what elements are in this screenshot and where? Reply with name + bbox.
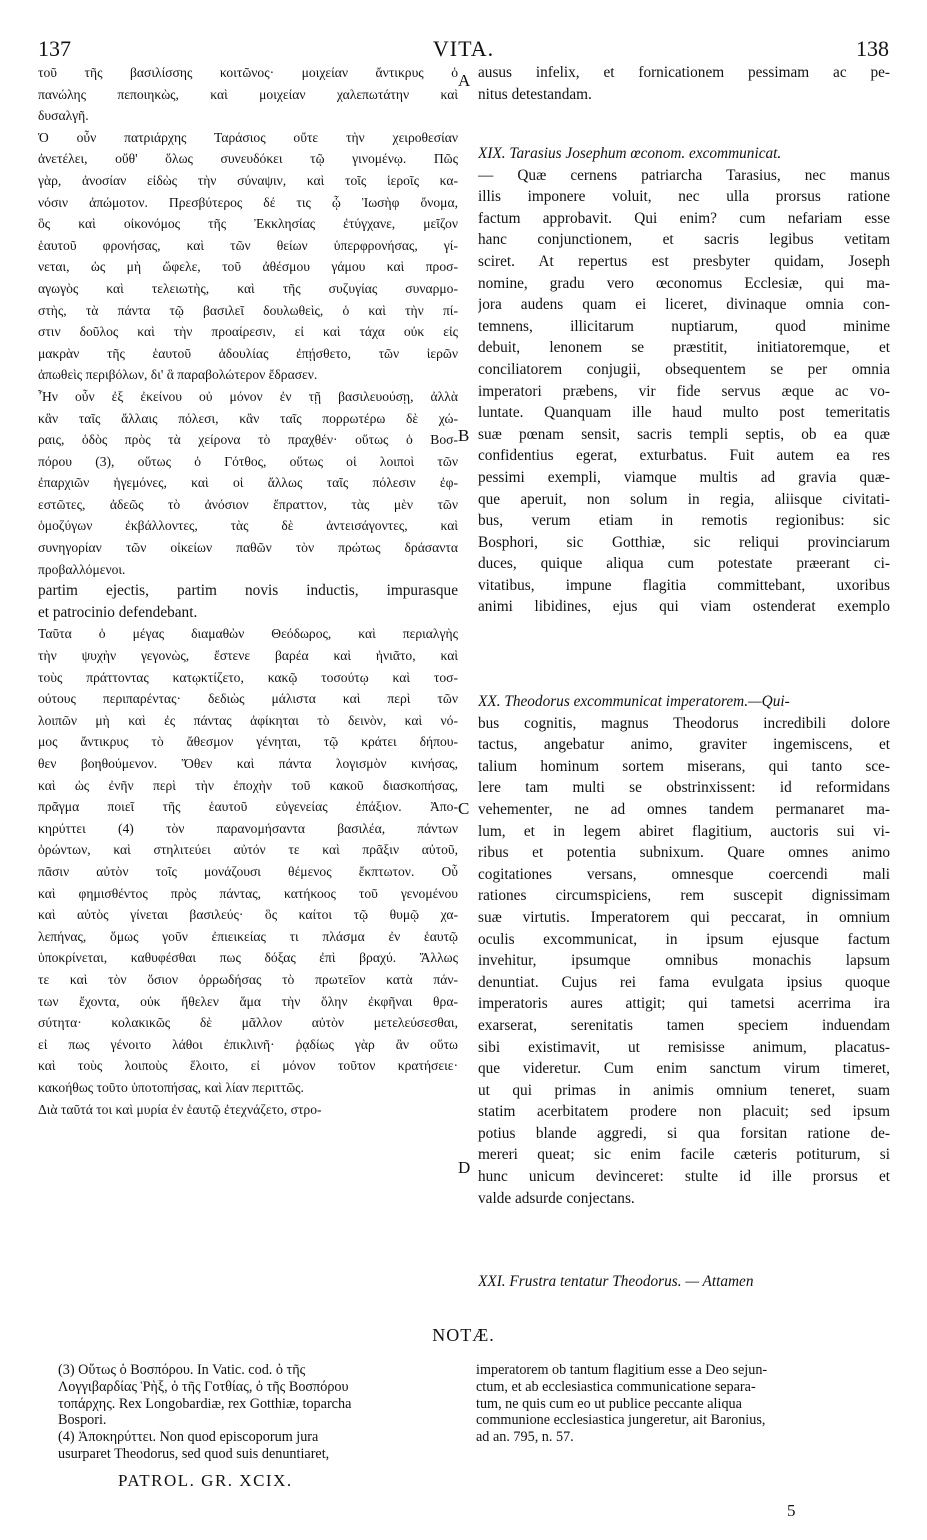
- greek-text-line: πόρου (3), οὕτως ὁ Γότθος, οὕτως οἱ λοιποὶ τῶν: [38, 453, 458, 469]
- latin-text-line: que aperuit, non solum in regia, aliisque civitati-: [478, 490, 890, 508]
- greek-text-line: στὴς, τὰ πάντα τῷ βασιλεῖ δουλωθεὶς, ὁ καὶ τὴν πί-: [38, 302, 458, 318]
- greek-text-line: ούτους περιπαρέντας· δεδιὼς μάλιστα καὶ περὶ τῶν: [38, 691, 458, 707]
- latin-text-line: hunc unicum devinceret: stulte id ille prorsus et: [478, 1168, 890, 1186]
- note-line: (4) Ἀποκηρύττει. Non quod episcoporum jura: [58, 1429, 319, 1446]
- greek-text-line: νεται, ὡς μὴ ὤφελε, τοῦ ἀθέσμου γάμου καὶ προσ-: [38, 259, 458, 275]
- greek-text-line: ἀνετέλει, οὔθ' ὅλως συνευδόκει τῷ γινομένῳ. Πῶς: [38, 151, 458, 167]
- page-number-right: 138: [856, 36, 889, 61]
- latin-section-xx: [478, 691, 890, 1209]
- greek-text-line: καὶ τοὺς λοιποὺς ἕλοιτο, εἰ μόνον τοῦτον κρατήσειε·: [38, 1058, 458, 1074]
- latin-text-line: — Quæ cernens patriarcha Tarasius, nec manus: [478, 166, 890, 184]
- greek-text-line: λοιπῶν μὴ καὶ ἐς πάντας ἀφίκηται τὸ δεινὸν, καὶ νό-: [38, 712, 458, 728]
- greek-text-line: καὶ αὐτὸς γίνεται βασιλεύς· ὃς καίτοι τῷ θυμῷ χα-: [38, 907, 458, 923]
- greek-text-line: ἀπωθεὶς περιβόλων, δι' ἃ παραβολώτερον ἔδρασεν.: [38, 367, 318, 383]
- latin-text-line: imperatoris aures attigit; qui tametsi acerrima ira: [478, 995, 890, 1013]
- latin-text-line: suæ virtutis. Imperatorem qui peccarat, in omnium: [478, 908, 890, 926]
- greek-text-line: λεπήνας, ὅμως γοῦν ἐπιεικείας τι πλάσμα ἐν ἑαυτῷ: [38, 928, 458, 944]
- greek-text-line: εἰ πως γένοιτο λάθοι ἐπικλινῆ· ῥᾳδίως γὰρ ἂν οὕτω: [38, 1036, 458, 1052]
- note-line: ad an. 795, n. 57.: [476, 1429, 574, 1446]
- latin-text-line: rationes circumspiciens, rem suscepit dignissimam: [478, 887, 890, 905]
- greek-text-line: τὴν ψυχὴν γεγονὼς, ἔστενε βαρέα καὶ ἠνιᾶτο, καὶ: [38, 648, 458, 664]
- latin-text-line: ausus infelix, et fornicationem pessimam ac pe-: [478, 64, 890, 81]
- greek-text-line: πᾶσιν αὐτὸν τοῖς μονάζουσι θέμενος ἔκπτωτον. Οὗ: [38, 863, 458, 879]
- greek-text-line: θεν βοηθούμενον. Ὅθεν καὶ πάντα λογισμὸν κινήσας,: [38, 756, 458, 771]
- latin-text-line: luntate. Quanquam ille haud multo post temeritatis: [478, 404, 890, 422]
- greek-text-line: γὰρ, ἀνοσίαν εἰδὼς τὴν σύναψιν, καὶ τοῖς ἱεροῖς κα-: [38, 172, 458, 188]
- latin-paragraph-opening: [478, 62, 890, 105]
- greek-text-line: τοῦ τῆς βασιλίσσης κοιτῶνος· μοιχείαν ἄντικρυς ὁ: [38, 65, 458, 80]
- notes-left-column: [58, 1362, 450, 1463]
- latin-text-line: hanc conjunctionem, et sacris legibus vetitam: [478, 231, 890, 249]
- greek-text-line: μος ἄντικρυς τὸ ἄθεσμον γένηται, τῷ κράτει δήπου-: [38, 734, 458, 750]
- greek-text-column: [38, 62, 458, 1120]
- greek-text-line: συνηγορίαν τῶν οἰκείων παθῶν τὸν πρώτως δράσαντα: [38, 540, 458, 556]
- greek-text-line: πανώλης πεποιηκὼς, καὶ μοιχείαν χαλεπωτάτην καὶ: [38, 86, 458, 102]
- latin-text-line: ribus et potentia subnixum. Quare omnes animo: [478, 844, 890, 862]
- note-line: communione ecclesiastica jungeretur, ait Baronius,: [476, 1412, 766, 1429]
- note-line: imperatorem ob tantum flagitium esse a Deo sejun-: [476, 1362, 768, 1378]
- latin-text-line: exarserat, serenitatis tamen speciem induendam: [478, 1016, 890, 1034]
- latin-text-line: sciret. At repertus est presbyter quidam, Joseph: [478, 252, 890, 270]
- latin-text-line: vehementer, ne ad omnes tandem permanaret ma-: [478, 800, 890, 818]
- latin-section-xxi: [478, 1271, 890, 1293]
- latin-text-line: Bosphori, sic Gotthiæ, sic reliqui provinciarum: [478, 533, 890, 551]
- greek-text-line: ἑαυτοῦ φρονήσας, καὶ τῶν θείων ὑπερφρονήσας, γί-: [38, 237, 458, 253]
- latin-text-line: valde adsurde conjectans.: [478, 1189, 635, 1207]
- latin-text-line: potius blande aggredi, si qua forsitan ratione de-: [478, 1124, 890, 1142]
- latin-text-line: invehitur, ipsumque omnibus monachis lapsum: [478, 952, 890, 970]
- greek-text-line: κακοήθως τοῦτο ὑποτοπήσας, καὶ λίαν περιττῶς.: [38, 1079, 304, 1095]
- note-line: Bospori.: [58, 1412, 107, 1429]
- greek-text-line: τε καὶ τὸν ὅσιον ὀρρωδήσας τὸ πρωτεῖον κατὰ πάν-: [38, 971, 458, 987]
- greek-text-line: εστῶτες, ἀδεῶς τὸ ἀνόσιον ἔπραττον, τὰς μὲν τῶν: [38, 496, 458, 512]
- latin-text-line: imperatori præbens, vir fide servus æque ac vo-: [478, 382, 890, 400]
- greek-text-line: partim ejectis, partim novis inductis, impurasque: [38, 582, 458, 600]
- latin-text-line: vitatibus, impune flagitia committebant, uxoribus: [478, 576, 890, 594]
- latin-text-line: que videretur. Cum enim sanctum virum timeret,: [478, 1060, 890, 1078]
- series-footer: PATROL. GR. XCIX.: [118, 1471, 293, 1490]
- margin-letter-b: B: [458, 426, 470, 445]
- running-title: VITA.: [432, 36, 495, 61]
- greek-text-line: προβαλλόμενοι.: [38, 561, 126, 577]
- latin-section-xix: [478, 143, 890, 618]
- latin-text-line: bus cognitis, magnus Theodorus incredibili dolore: [478, 714, 890, 732]
- latin-text-line: cogitationes versans, omnesque coercendi mali: [478, 865, 890, 883]
- greek-text-line: ἐπαρχιῶν ἡγεμόνες, καὶ οἱ ἄλλως ταῖς πόλεσιν ἐφ-: [38, 475, 458, 491]
- greek-text-line: καὶ φημισθέντος πρὸς πάντας, κατήκοος τοῦ γενομένου: [38, 885, 458, 901]
- note-line: tum, ne quis cum eo ut publice peccante aliqua: [476, 1395, 742, 1412]
- greek-text-line: ὃς καὶ οἰκονόμος τῆς Ἐκκλησίας ἐτύγχανε, μεῖζον: [38, 216, 458, 232]
- signature-mark: 5: [787, 1501, 796, 1520]
- page-number-left: 137: [38, 36, 71, 61]
- latin-text-line: factum approbavit. Qui enim? cum nefariam esse: [478, 209, 890, 227]
- greek-text-line: Διὰ ταῦτά τοι καὶ μυρία ἐν ἑαυτῷ ἐτεχνάζετο, στρο-: [38, 1101, 322, 1117]
- greek-text-line: κἂν ταῖς ἄλλαις πόλεσι, κἂν ταῖς πορρωτέρω δὲ χώ-: [38, 410, 458, 426]
- latin-text-line: jora audens quam ei liceret, divinaque omnia con-: [478, 296, 890, 314]
- greek-text-line: et patrocinio defendebant.: [38, 603, 198, 621]
- latin-text-line: sibi existimavit, ut remisisse animum, placatus-: [478, 1038, 890, 1056]
- notes-title: NOTÆ.: [432, 1325, 495, 1345]
- latin-text-line: oculis excommunicat, in ipsum ejusque factum: [478, 930, 890, 948]
- greek-text-line: στιν δοῦλος καὶ τὴν προαίρεσιν, εἰ καὶ τάχα οὐκ εἰς: [38, 324, 458, 340]
- greek-text-line: κηρύττει (4) τὸν παρανομήσαντα βασιλέα, πάντων: [38, 820, 458, 836]
- latin-text-line: ut qui primas in animis omnium teneret, suam: [478, 1081, 890, 1099]
- note-line: (3) Οὕτως ὁ Βοσπόρου. In Vatic. cod. ὁ τῆς: [58, 1362, 306, 1378]
- note-line: ctum, et ab ecclesiastica communicatione separa-: [476, 1378, 756, 1395]
- latin-text-line: animi libidines, ejus qui viam ostenderat exemplo: [478, 598, 890, 616]
- section-heading-xx: XX. Theodorus excommunicat imperatorem.—Qui-: [478, 693, 790, 710]
- latin-text-line: nitus detestandam.: [478, 85, 592, 103]
- latin-text-line: illis imponere voluit, nec ulla prorsus ratione: [478, 188, 890, 206]
- latin-text-line: temnens, illicitarum nuptiarum, quod minime: [478, 317, 890, 335]
- note-line: usurparet Theodorus, sed quod suis denuntiaret,: [58, 1445, 330, 1462]
- latin-text-line: confidentius egerat, exturbatus. Fuit autem ea res: [478, 447, 890, 465]
- latin-text-line: bus, verum etiam in remotis regionibus: sic: [478, 512, 890, 530]
- latin-text-line: conciliatorem conjugii, obsequentem se per omnia: [478, 360, 890, 378]
- note-line: Λογγιβαρδίας Ῥὴξ, ὁ τῆς Γοτθίας, ὁ τῆς Βοσπόρου: [58, 1378, 349, 1395]
- greek-text-line: ραις, ὁδὸς πρὸς τὰ χείρονα τὸ πραχθέν· οὕτως ὁ Βοσ-: [38, 432, 458, 448]
- latin-text-line: nomine, gradu vero œconomus Ecclesiæ, qui ma-: [478, 274, 890, 292]
- greek-text-line: ὁμοζύγων ἐκβάλλοντες, τὰς δὲ ἀντεισάγοντες, καὶ: [38, 518, 458, 534]
- greek-text-line: νόσιν ἀπώμοτον. Πρεσβύτερος δέ τις ᾧ Ἰωσὴφ ὄνομα,: [38, 194, 458, 210]
- greek-text-line: καὶ ὡς ἐνῆν περὶ τὴν ἐποχὴν τοῦ κακοῦ διασκοπήσας,: [38, 777, 458, 793]
- greek-text-line: των ἔχοντα, οὐκ ἤθελεν ἅμα τὴν ὅλην ἐκφῆναι θρα-: [38, 993, 458, 1009]
- greek-text-line: Ἦν οὖν ἐξ ἐκείνου οὐ μόνον ἐν τῇ βασιλευούσῃ, ἀλλὰ: [38, 388, 458, 404]
- greek-text-line: αγωγὸς καὶ τελειωτὴς, καὶ τῆς συζυγίας συναρμο-: [38, 280, 458, 296]
- margin-letter-d: D: [458, 1158, 471, 1177]
- latin-text-line: statim acerbitatem prodere non placuit; sed ipsum: [478, 1103, 890, 1121]
- latin-text-line: mereri queat; sic enim facile cæteris potiturum, si: [478, 1146, 890, 1164]
- latin-text-line: lum, et in legem abiret flagitium, auctoris sui vi-: [478, 822, 890, 840]
- latin-text-line: duces, quique aliqua cum potestate præerant ci-: [478, 555, 890, 573]
- greek-text-line: μακρὰν τῆς ἑαυτοῦ ἀδουλίας ἐπῄσθετο, τῶν ἱερῶν: [38, 345, 458, 361]
- greek-text-line: πρᾶγμα ποιεῖ τῆς ἑαυτοῦ εὐγενείας ἐπάξιον. Ἀπο-: [38, 799, 458, 815]
- latin-text-line: lere tam multi se obstrinxissent: id reformidans: [478, 779, 890, 797]
- greek-text-line: Ταῦτα ὁ μέγας διαμαθὼν Θεόδωρος, καὶ περιαλγὴς: [38, 626, 458, 642]
- greek-text-line: ὁρώντων, καὶ στηλιτεύει αὐτόν τε καὶ πρᾶξιν αὐτοῦ,: [38, 842, 458, 858]
- note-line: τοπάρχης. Rex Longobardiæ, rex Gotthiæ, toparcha: [58, 1395, 352, 1412]
- latin-text-line: pessimi exempli, viamque multis ad gravia quæ-: [478, 468, 890, 486]
- greek-text-line: δυσαλγῆ.: [38, 108, 89, 124]
- margin-letter-c: C: [458, 799, 470, 818]
- greek-text-line: ὑποκρίνεται, καθυφέσθαι πως δόξας ἐπὶ βραχύ. Ἄλλως: [38, 950, 458, 966]
- notes-right-column: [476, 1362, 888, 1446]
- section-heading-xix: XIX. Tarasius Josephum œconom. excommunicat.: [478, 145, 782, 162]
- greek-text-line: τοὺς πράττοντας κατῳκτίζετο, κακῷ τοσούτῳ καὶ τοσ-: [38, 669, 458, 685]
- margin-letter-a: A: [458, 71, 471, 90]
- section-heading-xxi: XXI. Frustra tentatur Theodorus. — Attamen: [478, 1273, 754, 1290]
- latin-text-line: suæ pœnam sensit, sacris templi septis, ob ea quæ: [478, 425, 890, 443]
- latin-text-line: denuntiat. Cujus rei fama evulgata ipsius quoque: [478, 973, 890, 991]
- latin-text-line: tactus, angebatur animo, graviter ingemiscens, et: [478, 736, 890, 754]
- greek-text-line: σύτητα· κολακικῶς δὲ μᾶλλον αὐτὸν μετελεύσεσθαι,: [38, 1015, 458, 1031]
- greek-text-line: Ὁ οὖν πατριάρχης Ταράσιος οὔτε τὴν χειροθεσίαν: [38, 129, 458, 145]
- latin-text-line: debuit, lenonem se præstitit, initiatoremque, et: [478, 339, 890, 357]
- latin-text-line: talium hominum sortem miserans, qui tanto sce-: [478, 757, 890, 775]
